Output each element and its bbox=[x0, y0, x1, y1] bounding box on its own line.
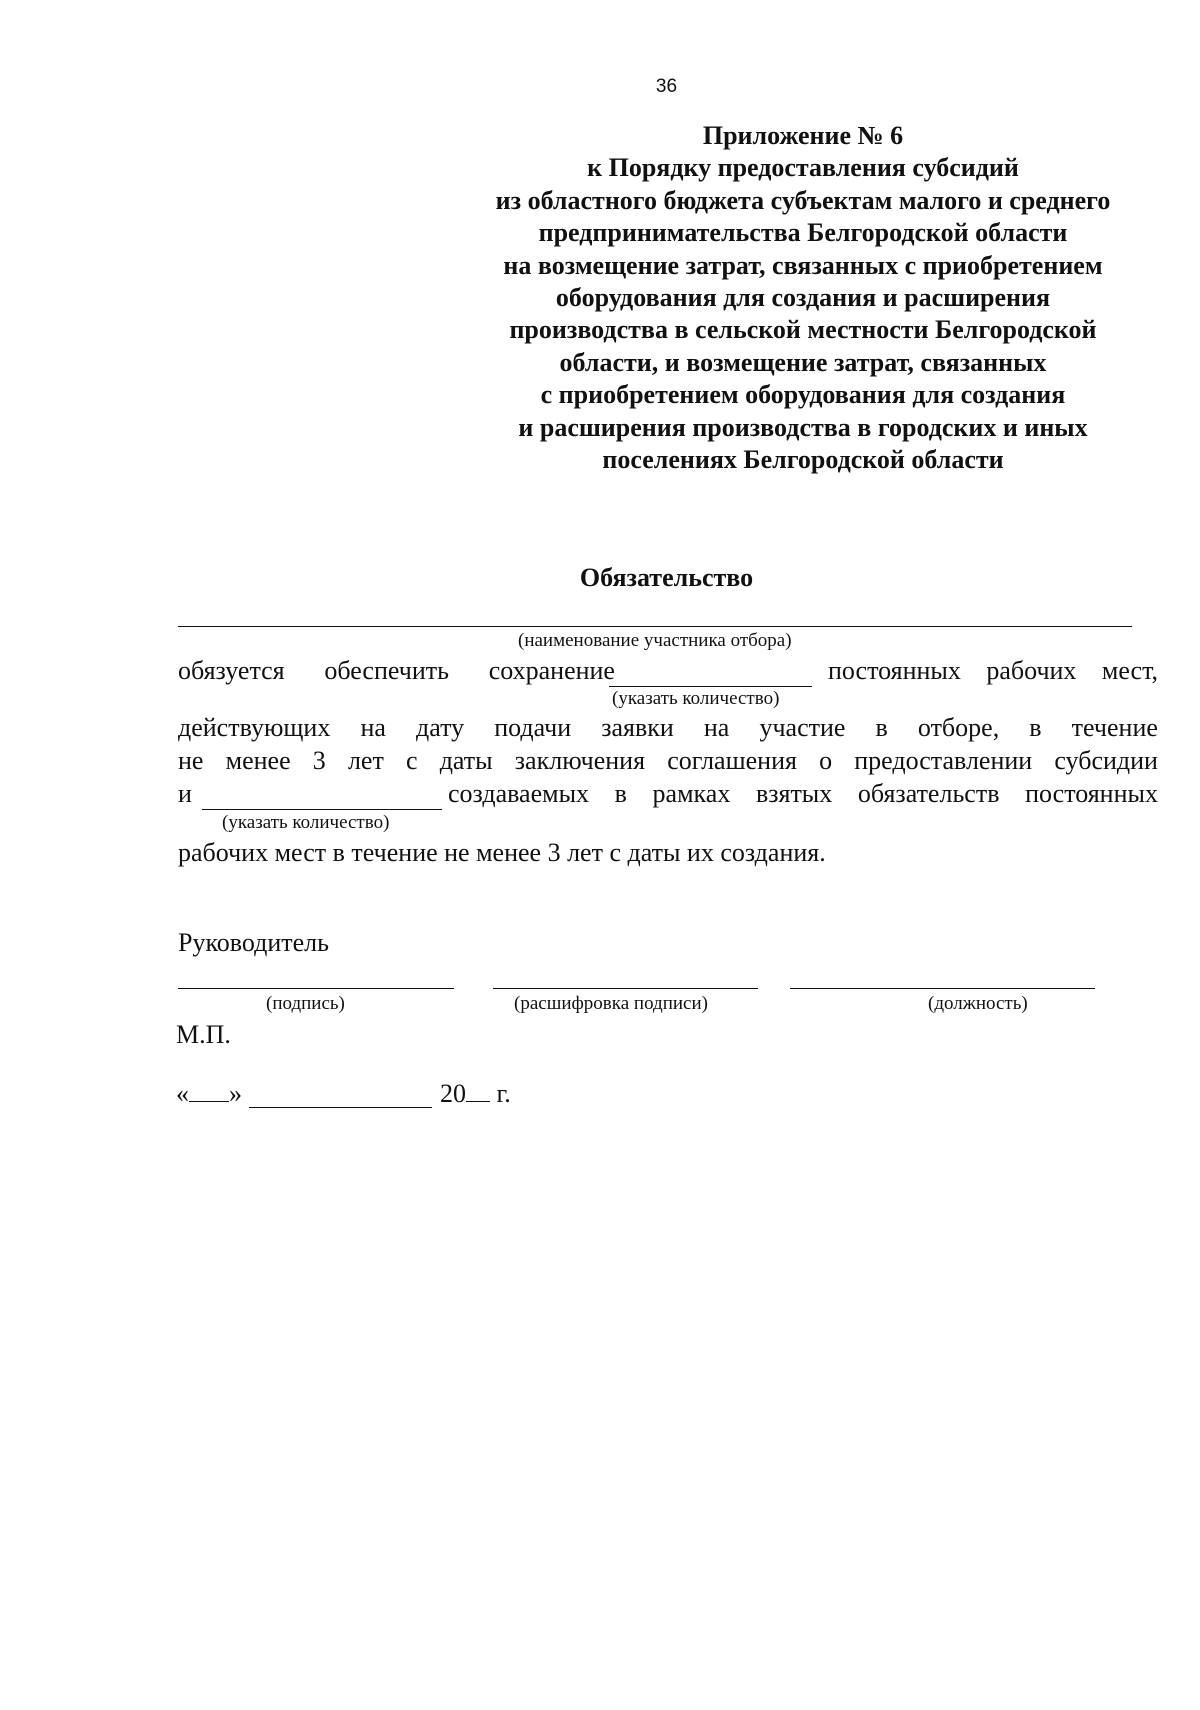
word: заявки bbox=[601, 713, 674, 742]
word: не bbox=[178, 746, 204, 775]
appendix-header bbox=[465, 120, 1141, 476]
word: взятых bbox=[755, 779, 833, 808]
word: соглашения bbox=[667, 746, 797, 775]
position-caption: (должность) bbox=[928, 993, 1028, 1014]
signature-field[interactable] bbox=[178, 988, 454, 989]
appendix-line: из областного бюджета субъектам малого и среднего bbox=[495, 185, 1111, 215]
word: рабочих bbox=[986, 656, 1077, 685]
date-day-field[interactable] bbox=[189, 1079, 229, 1102]
word: на bbox=[703, 713, 730, 742]
quantity-caption-2: (указать количество) bbox=[222, 812, 390, 833]
position-field[interactable] bbox=[790, 988, 1095, 989]
word: на bbox=[360, 713, 386, 742]
head-label: Руководитель bbox=[178, 928, 329, 957]
word: обеспечить bbox=[324, 656, 449, 685]
retained-jobs-count-field[interactable] bbox=[609, 686, 812, 687]
appendix-line: и расширения производства в городских и иных bbox=[518, 412, 1088, 442]
word: с bbox=[405, 746, 418, 775]
word: лет bbox=[347, 746, 384, 775]
page-number: 36 bbox=[655, 76, 678, 97]
word: мест, bbox=[1101, 656, 1158, 685]
appendix-line: на возмещение затрат, связанных с приобретением bbox=[503, 250, 1103, 280]
word: течение bbox=[1071, 713, 1158, 742]
appendix-line: поселениях Белгородской области bbox=[602, 445, 1004, 475]
word: обязательств bbox=[857, 779, 1000, 808]
signature-decode-field[interactable] bbox=[493, 988, 758, 989]
para-line-5: рабочих мест в течение не менее 3 лет с даты их создания. bbox=[178, 838, 826, 867]
sign-caption: (подпись) bbox=[266, 993, 345, 1014]
document-title: Обязательство bbox=[579, 563, 754, 592]
word: даты bbox=[439, 746, 493, 775]
quantity-caption-1: (указать количество) bbox=[612, 688, 780, 709]
appendix-line: производства в сельской местности Белгородской bbox=[509, 315, 1097, 345]
para-line-1-right bbox=[828, 656, 1158, 686]
word: действующих bbox=[178, 713, 331, 742]
appendix-line: области, и возмещение затрат, связанных bbox=[559, 347, 1047, 377]
word: постоянных bbox=[828, 656, 961, 685]
date-open-quote: « bbox=[176, 1079, 189, 1108]
word: в bbox=[875, 713, 888, 742]
appendix-line: Приложение № 6 bbox=[702, 121, 904, 150]
word: дату bbox=[416, 713, 465, 742]
word: отборе, bbox=[917, 713, 1000, 742]
word: обязуется bbox=[178, 656, 285, 685]
word: субсидии bbox=[1054, 746, 1158, 775]
appendix-line: оборудования для создания и расширения bbox=[555, 283, 1051, 313]
word: рамках bbox=[652, 779, 731, 808]
word: сохранение bbox=[488, 656, 615, 685]
date-year-row bbox=[440, 1079, 511, 1109]
appendix-line: к Порядку предоставления субсидий bbox=[587, 153, 1019, 183]
date-year-prefix: 20 bbox=[440, 1079, 466, 1108]
word: подачи bbox=[494, 713, 572, 742]
word: в bbox=[1029, 713, 1042, 742]
date-close-quote: » bbox=[229, 1079, 242, 1108]
para-line-4-rest bbox=[448, 779, 1158, 809]
word: предоставлении bbox=[854, 746, 1033, 775]
para-line-3 bbox=[178, 746, 1158, 776]
word: участие bbox=[759, 713, 846, 742]
para-line-1-left bbox=[178, 656, 615, 686]
word: о bbox=[819, 746, 833, 775]
word: постоянных bbox=[1025, 779, 1158, 808]
participant-name-field[interactable] bbox=[178, 626, 1132, 627]
word: 3 bbox=[312, 746, 326, 775]
date-suffix: г. bbox=[496, 1079, 511, 1108]
word: в bbox=[614, 779, 627, 808]
appendix-line: предпринимательства Белгородской области bbox=[538, 218, 1068, 248]
date-row bbox=[176, 1079, 242, 1109]
para-line-4-start: и bbox=[178, 779, 192, 808]
decode-caption: (расшифровка подписи) bbox=[514, 993, 708, 1014]
para-line-2 bbox=[178, 713, 1158, 743]
appendix-line: с приобретением оборудования для создания bbox=[540, 380, 1066, 410]
word: менее bbox=[225, 746, 291, 775]
word: создаваемых bbox=[448, 779, 590, 808]
created-jobs-count-field[interactable] bbox=[202, 809, 442, 810]
date-year-field[interactable] bbox=[466, 1079, 490, 1102]
participant-caption: (наименование участника отбора) bbox=[518, 630, 792, 651]
word: заключения bbox=[514, 746, 646, 775]
date-month-field[interactable] bbox=[249, 1107, 432, 1108]
stamp-label: М.П. bbox=[176, 1020, 231, 1049]
